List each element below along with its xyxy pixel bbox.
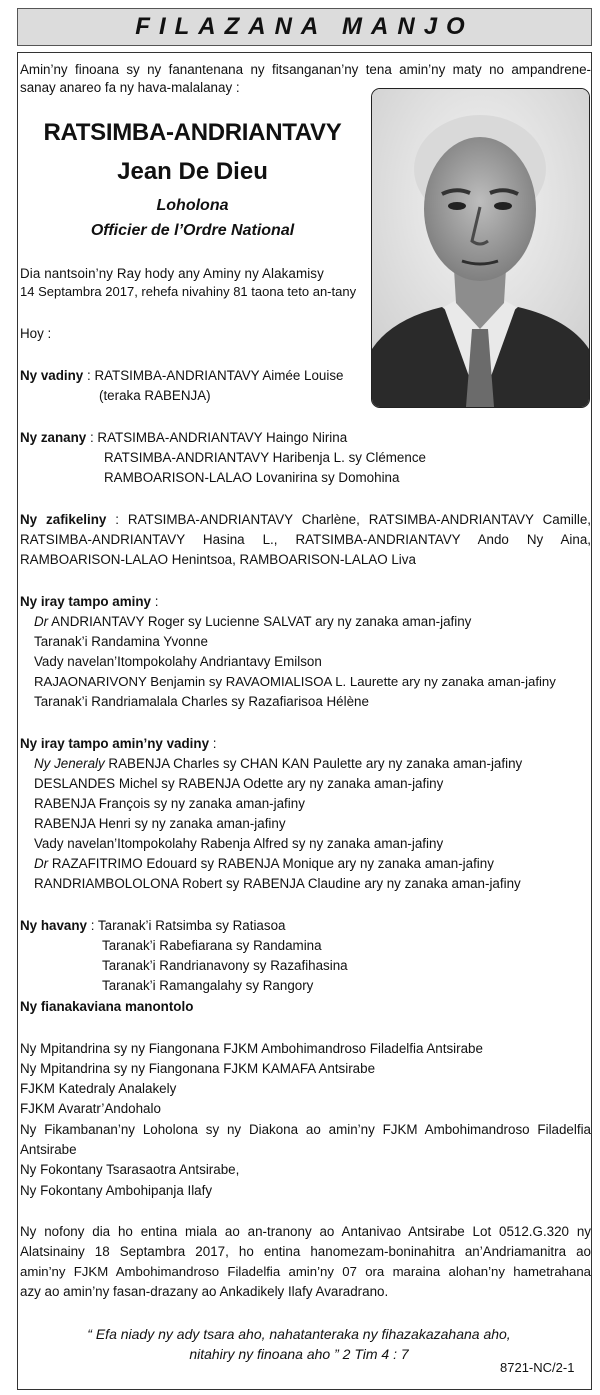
relative-1: Taranak’i Ratsimba sy Ratiasoa bbox=[97, 918, 286, 933]
spouse-name: RATSIMBA-ANDRIANTAVY Aimée Louise bbox=[94, 368, 344, 383]
children-sep: : bbox=[86, 430, 98, 445]
sibling-2: Taranak’i Randamina Yvonne bbox=[34, 634, 208, 649]
siblings-heading bbox=[20, 594, 158, 610]
spouse-sibling-1-rest: RABENJA Charles sy CHAN KAN Paulette ary ny zanaka aman-jafiny bbox=[104, 756, 523, 771]
siblings-label: Ny iray tampo aminy bbox=[20, 594, 151, 609]
spouse-sibling-2: DESLANDES Michel sy RABENJA Odette ary ny zanaka aman-jafiny bbox=[34, 776, 444, 791]
grandchildren-first: : RATSIMBA-ANDRIANTAVY Charlène, RATSIMBA-ANDRIANTAVY Camille, bbox=[115, 512, 591, 527]
grandchildren-line-3: RAMBOARISON-LALAO Henintsoa, RAMBOARISON-LALAO Liva bbox=[20, 552, 416, 567]
relatives-sep: : bbox=[87, 918, 98, 933]
institution-4: FJKM Avaratr’Andohalo bbox=[20, 1101, 161, 1116]
grandchildren-line-1 bbox=[20, 512, 591, 528]
children-label: Ny zanany bbox=[20, 430, 87, 445]
announcement-line-2: 14 Septambra 2017, rehefa nivahiny 81 taona teto an-tany bbox=[20, 284, 357, 299]
deceased-title-order: Officier de l’Ordre National bbox=[90, 222, 295, 239]
spouse-siblings-sep: : bbox=[209, 736, 217, 751]
child-1: RATSIMBA-ANDRIANTAVY Haingo Nirina bbox=[97, 430, 348, 445]
whole-family-label bbox=[20, 999, 193, 1015]
hoy-label: Hoy : bbox=[20, 326, 52, 341]
intro-line-2: sanay anareo fa ny hava-malalanay : bbox=[20, 80, 240, 95]
portrait-image bbox=[372, 89, 589, 407]
spouse-line-2: (teraka RABENJA) bbox=[99, 388, 211, 403]
children-line-1 bbox=[20, 430, 347, 446]
whole-family-text: Ny fianakaviana manontolo bbox=[20, 999, 194, 1014]
spouse-sibling-3: RABENJA François sy ny zanaka aman-jafiny bbox=[34, 796, 305, 811]
relatives-label: Ny havany bbox=[20, 918, 87, 933]
funeral-line-1: Ny nofony dia ho entina miala ao an-tranony ao Antanivao Antsirabe Lot 0512.G.320 ny bbox=[20, 1224, 591, 1239]
header-banner bbox=[17, 8, 592, 46]
sibling-4: RAJAONARIVONY Benjamin sy RAVAOMIALISOA L. Laurette ary ny zanaka aman-jafiny bbox=[34, 674, 556, 689]
spouse-sibling-1 bbox=[34, 756, 522, 772]
funeral-line-3: amin’ny FJKM Ambohimandroso Filadelfia amin’ny 07 ora maraina alohan’ny hametrahana bbox=[20, 1264, 591, 1279]
institution-7: Ny Fokontany Ambohipanja Ilafy bbox=[20, 1183, 213, 1198]
spouse-sibling-6-prefix: Dr bbox=[34, 856, 49, 871]
spouse-sibling-5: Vady navelan’Itompokolahy Rabenja Alfred sy ny zanaka aman-jafiny bbox=[34, 836, 444, 851]
sibling-5: Taranak’i Randriamalala Charles sy Razafiarisoa Hélène bbox=[34, 694, 369, 709]
spouse-sibling-4: RABENJA Henri sy ny zanaka aman-jafiny bbox=[34, 816, 286, 831]
siblings-sep: : bbox=[150, 594, 159, 609]
spouse-line-1 bbox=[20, 368, 343, 384]
spouse-sibling-6-rest: RAZAFITRIMO Edouard sy RABENJA Monique ary ny zanaka aman-jafiny bbox=[48, 856, 494, 871]
spouse-sep: : bbox=[83, 368, 95, 383]
child-2: RATSIMBA-ANDRIANTAVY Haribenja L. sy Clémence bbox=[104, 450, 426, 465]
institution-3: FJKM Katedraly Analakely bbox=[20, 1081, 177, 1096]
deceased-given-names: Jean De Dieu bbox=[117, 158, 268, 185]
relatives-line-1 bbox=[20, 918, 285, 934]
funeral-line-4: azy ao amin’ny fasan-drazany ao Ankadikely Ilafy Avaradrano. bbox=[20, 1284, 389, 1299]
spouse-sibling-1-prefix: Ny Jeneraly bbox=[34, 756, 105, 771]
deceased-portrait bbox=[371, 88, 590, 408]
scripture-quote-line-2: nitahiry ny finoana aho ” 2 Tim 4 : 7 bbox=[189, 1346, 409, 1362]
spouse-label: Ny vadiny bbox=[20, 368, 84, 383]
child-3: RAMBOARISON-LALAO Lovanirina sy Domohina bbox=[104, 470, 400, 485]
spouse-sibling-6 bbox=[34, 856, 494, 872]
intro-line-1: Amin’ny finoana sy ny fanantenana ny fitsanganan’ny tena amin’ny maty no ampandrene- bbox=[20, 62, 591, 77]
scripture-quote-line-1: “ Efa niady ny ady tsara aho, nahatanteraka ny fihazakazahana aho, bbox=[87, 1326, 511, 1342]
institution-1: Ny Mpitandrina sy ny Fiangonana FJKM Ambohimandroso Filadelfia Antsirabe bbox=[20, 1041, 483, 1056]
announcement-line-1: Dia nantsoin’ny Ray hody any Aminy ny Alakamisy bbox=[20, 266, 324, 281]
grandchildren-line-2: RATSIMBA-ANDRIANTAVY Hasina L., RATSIMBA-ANDRIANTAVY Ando Ny Aina, bbox=[20, 532, 591, 547]
spouse-sibling-7: RANDRIAMBOLOLONA Robert sy RABENJA Claudine ary ny zanaka aman-jafiny bbox=[34, 876, 521, 891]
institution-5-cont: Antsirabe bbox=[20, 1142, 77, 1157]
funeral-line-2: Alatsinainy 18 Septambra 2017, ho entina hanomezam-boninahitra an’Andriamanitra ao bbox=[20, 1244, 591, 1259]
institution-2: Ny Mpitandrina sy ny Fiangonana FJKM KAMAFA Antsirabe bbox=[20, 1061, 376, 1076]
header-title: FILAZANA MANJO bbox=[135, 13, 474, 40]
deceased-title-loholona: Loholona bbox=[156, 197, 229, 214]
relative-2: Taranak’i Rabefiarana sy Randamina bbox=[102, 938, 322, 953]
notice-reference: 8721-NC/2-1 bbox=[500, 1360, 575, 1375]
relative-4: Taranak’i Ramangalahy sy Rangory bbox=[102, 978, 314, 993]
grandchildren-label: Ny zafikeliny bbox=[20, 512, 107, 527]
deceased-surname: RATSIMBA-ANDRIANTAVY bbox=[43, 119, 342, 146]
sibling-1-prefix: Dr bbox=[34, 614, 49, 629]
sibling-1-rest: ANDRIANTAVY Roger sy Lucienne SALVAT ary ny zanaka aman-jafiny bbox=[48, 614, 472, 629]
spouse-siblings-label: Ny iray tampo amin’ny vadiny bbox=[20, 736, 210, 751]
institution-6: Ny Fokontany Tsarasaotra Antsirabe, bbox=[20, 1162, 240, 1177]
sibling-3: Vady navelan’Itompokolahy Andriantavy Emilson bbox=[34, 654, 322, 669]
sibling-1 bbox=[34, 614, 471, 630]
relative-3: Taranak’i Randrianavony sy Razafihasina bbox=[102, 958, 348, 973]
spouse-siblings-heading bbox=[20, 736, 216, 752]
institution-5: Ny Fikambanan’ny Loholona sy ny Diakona ao amin’ny FJKM Ambohimandroso Filadelfia bbox=[20, 1122, 591, 1137]
